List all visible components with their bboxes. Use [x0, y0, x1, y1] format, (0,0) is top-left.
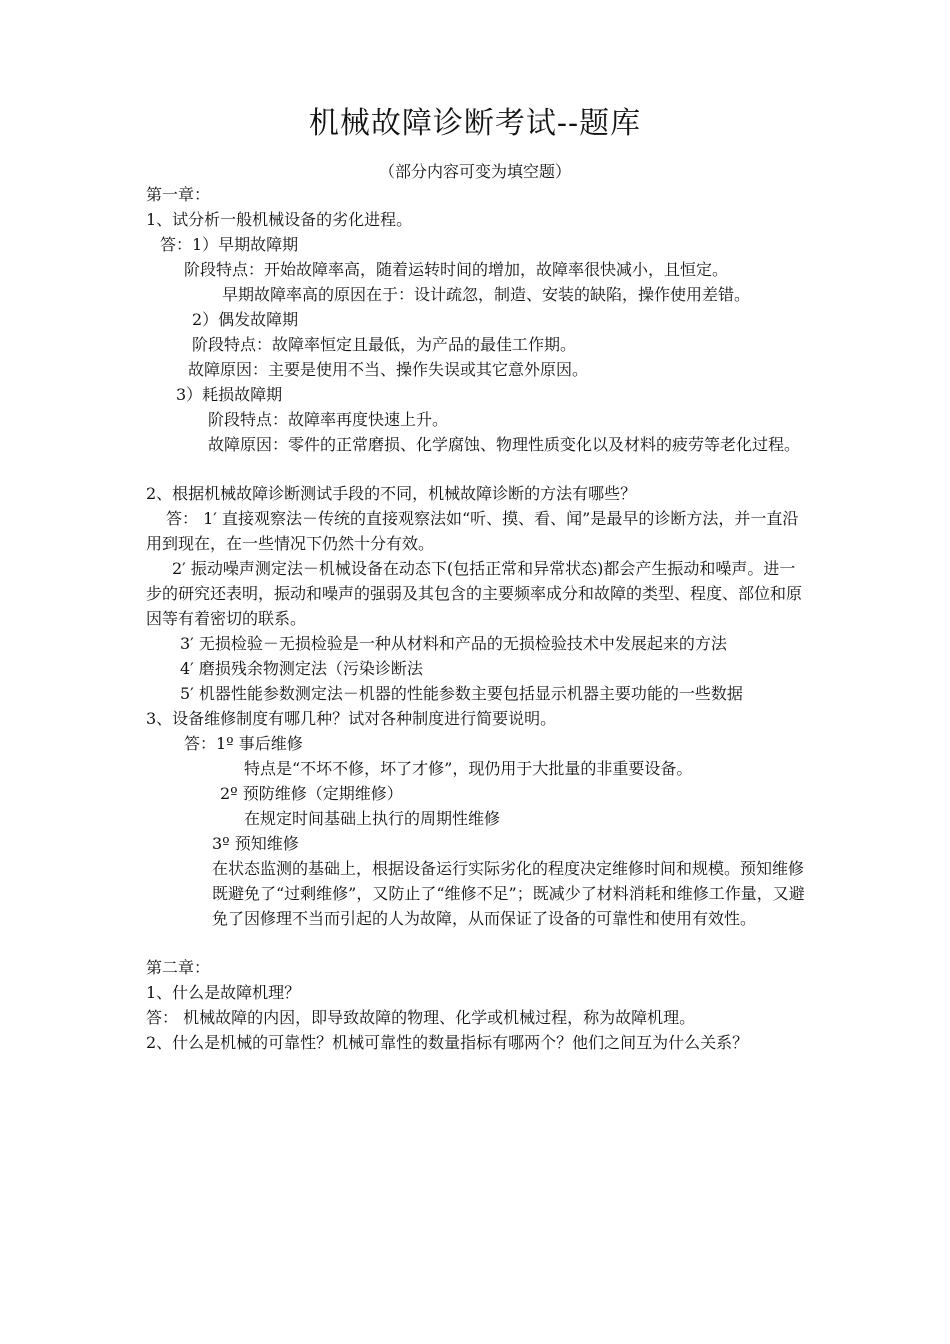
answer-1-2-method-5: 5′ 机器性能参数测定法－机器的性能参数主要包括显示机器主要功能的一些数据	[180, 684, 743, 703]
document-body	[146, 182, 811, 1055]
answer-1-2-method-2: 2′ 振动噪声测定法－机械设备在动态下(包括正常和异常状态)都会产生振动和噪声。进一步的研究还表明，振动和噪声的强弱及其包含的主要频率成分和故障的类型、程度、部位和原因等有着密切的联系。	[146, 559, 803, 628]
chapter-2-heading: 第二章：	[146, 958, 211, 977]
answer-1-1-stage-3-cause: 故障原因：零件的正常磨损、化学腐蚀、物理性质变化以及材料的疲劳等老化过程。	[208, 435, 801, 454]
document-subtitle: （部分内容可变为填空题）	[378, 162, 571, 181]
spacer	[146, 457, 811, 481]
answer-2-1: 答： 机械故障的内因，即导致故障的物理、化学或机械过程，称为故障机理。	[146, 1008, 696, 1027]
answer-1-1-stage-3: 3）耗损故障期	[176, 385, 283, 404]
answer-1-3-system-1-desc: 特点是“不坏不修，坏了才修”，现仍用于大批量的非重要设备。	[244, 759, 693, 778]
answer-1-2-method-3: 3′ 无损检验－无损检验是一种从材料和产品的无损检验技术中发展起来的方法	[180, 634, 727, 653]
question-2-1: 1、什么是故障机理？	[146, 983, 301, 1002]
question-2-2: 2、什么是机械的可靠性？机械可靠性的数量指标有哪两个？他们之间互为什么关系？	[146, 1033, 749, 1052]
answer-1-1-stage-3-feature: 阶段特点：故障率再度快速上升。	[208, 410, 449, 429]
chapter-1-heading: 第一章：	[146, 185, 211, 204]
question-1-2: 2、根据机械故障诊断测试手段的不同，机械故障诊断的方法有哪些？	[146, 484, 637, 503]
question-1-1: 1、试分析一般机械设备的劣化进程。	[146, 210, 413, 229]
answer-1-2-method-1: 答： 1′ 直接观察法－传统的直接观察法如“听、摸、看、闻”是最早的诊断方法，并一直沿用到现在，在一些情况下仍然十分有效。	[146, 509, 799, 553]
answer-1-1-stage-2-feature: 阶段特点：故障率恒定且最低，为产品的最佳工作期。	[192, 335, 577, 354]
question-1-3: 3、设备维修制度有哪几种？试对各种制度进行简要说明。	[146, 709, 557, 728]
answer-1-1-stage-1: 答：1）早期故障期	[160, 235, 299, 254]
answer-1-3-system-3-desc: 在状态监测的基础上，根据设备运行实际劣化的程度决定维修时间和规模。预知维修既避免了“过剩维修”，又防止了“维修不足”；既减少了材料消耗和维修工作量，又避免了因修理不当而引起的人为故障，从而保证了设备的可靠性和使用有效性。	[212, 859, 805, 928]
answer-1-1-stage-2: 2）偶发故障期	[192, 310, 299, 329]
answer-1-3-system-1: 答：1º 事后维修	[184, 734, 303, 753]
answer-1-3-system-2: 2º 预防维修（定期维修）	[220, 784, 403, 803]
answer-1-1-stage-1-cause: 早期故障率高的原因在于：设计疏忽，制造、安装的缺陷，操作使用差错。	[222, 285, 751, 304]
answer-1-3-system-3: 3º 预知维修	[212, 834, 299, 853]
answer-1-2-method-4: 4′ 磨损残余物测定法（污染诊断法	[180, 659, 423, 678]
answer-1-1-stage-1-feature: 阶段特点：开始故障率高，随着运转时间的增加，故障率很快减小，且恒定。	[184, 260, 729, 279]
answer-1-1-stage-2-cause: 故障原因：主要是使用不当、操作失误或其它意外原因。	[188, 360, 589, 379]
document-title: 机械故障诊断考试--题库	[308, 106, 642, 141]
answer-1-3-system-2-desc: 在规定时间基础上执行的周期性维修	[244, 809, 501, 828]
spacer	[146, 931, 811, 955]
